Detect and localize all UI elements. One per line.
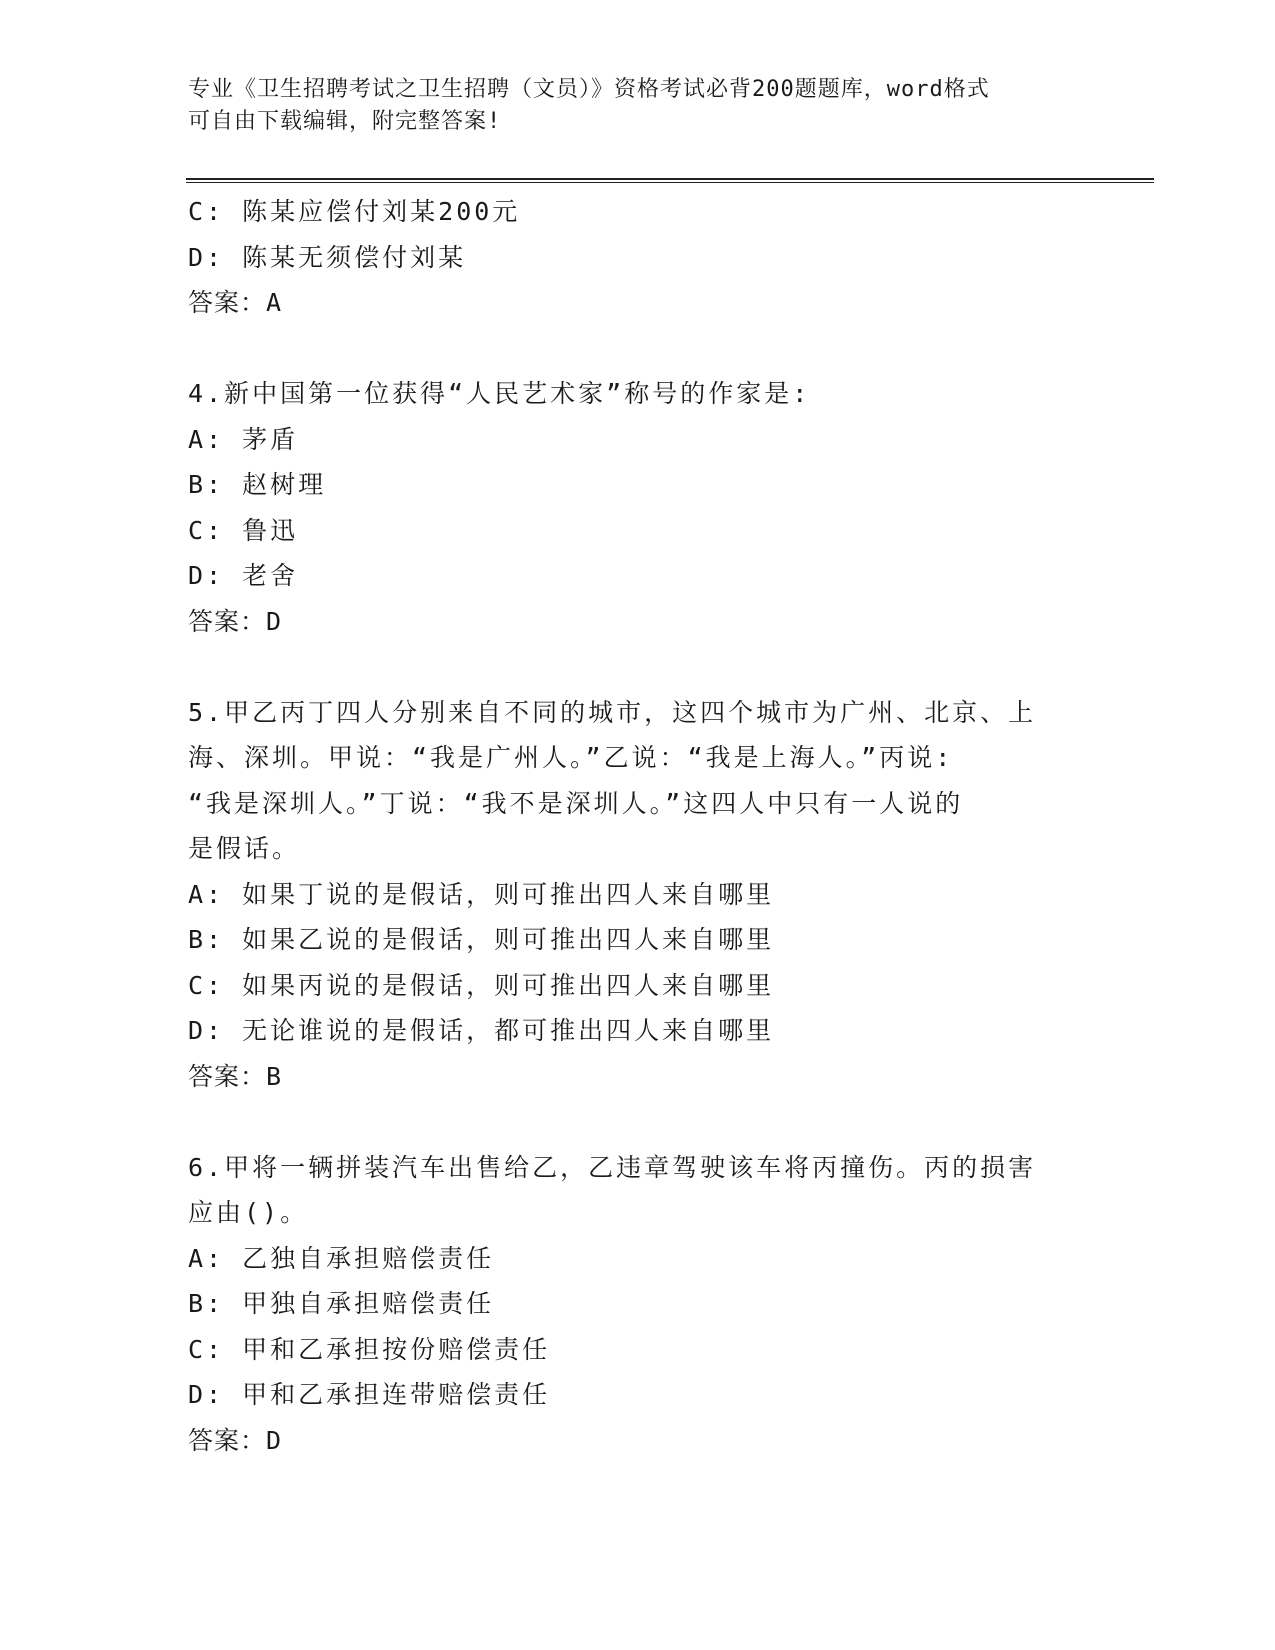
option-a: A: 如果丁说的是假话，则可推出四人来自哪里 [188, 879, 775, 909]
option-d: D: 无论谁说的是假话，都可推出四人来自哪里 [188, 1016, 775, 1045]
header-divider-thin [186, 182, 1154, 183]
question-content [188, 189, 1068, 1463]
option-d: D: 老舍 [188, 561, 299, 590]
answer: 答案：D [188, 1425, 283, 1455]
spacer [188, 326, 1068, 372]
question-5 [188, 690, 1068, 1100]
spacer [188, 1099, 1068, 1145]
question-3-tail [188, 189, 1068, 326]
spacer [188, 644, 1068, 690]
option-d: D: 陈某无须偿付刘某 [188, 242, 467, 272]
option-b: B: 如果乙说的是假话，则可推出四人来自哪里 [188, 925, 775, 954]
question-stem: “我是深圳人。”丁说：“我不是深圳人。”这四人中只有一人说的 [188, 788, 964, 818]
option-b: B: 甲独自承担赔偿责任 [188, 1289, 495, 1318]
option-c: C: 鲁迅 [188, 515, 299, 545]
question-stem: 6.甲将一辆拼装汽车出售给乙，乙违章驾驶该车将丙撞伤。丙的损害 [188, 1152, 1037, 1182]
option-b: B: 赵树理 [188, 470, 327, 499]
document-header [188, 74, 1068, 138]
question-stem: 是假话。 [188, 834, 301, 863]
header-line-2: 可自由下载编辑，附完整答案! [188, 109, 502, 134]
question-stem: 5.甲乙丙丁四人分别来自不同的城市，这四个城市为广州、北京、上 [188, 697, 1037, 727]
answer: 答案：A [188, 288, 283, 317]
option-a: A: 茅盾 [188, 424, 299, 454]
question-stem: 海、深圳。甲说：“我是广州人。”乙说：“我是上海人。”丙说: [188, 743, 954, 772]
option-c: C: 如果丙说的是假话，则可推出四人来自哪里 [188, 970, 775, 1000]
question-6 [188, 1145, 1068, 1464]
question-stem: 4.新中国第一位获得“人民艺术家”称号的作家是: [188, 379, 811, 408]
header-divider-thick [186, 178, 1154, 180]
answer: 答案：B [188, 1061, 283, 1091]
question-4 [188, 371, 1068, 644]
question-stem: 应由()。 [188, 1198, 309, 1227]
answer: 答案：D [188, 606, 283, 636]
option-d: D: 甲和乙承担连带赔偿责任 [188, 1380, 551, 1409]
header-line-1: 专业《卫生招聘考试之卫生招聘（文员）》资格考试必背200题题库，word格式 [188, 77, 990, 102]
option-c: C: 陈某应偿付刘某200元 [188, 197, 521, 226]
option-a: A: 乙独自承担赔偿责任 [188, 1243, 495, 1273]
option-c: C: 甲和乙承担按份赔偿责任 [188, 1334, 551, 1364]
